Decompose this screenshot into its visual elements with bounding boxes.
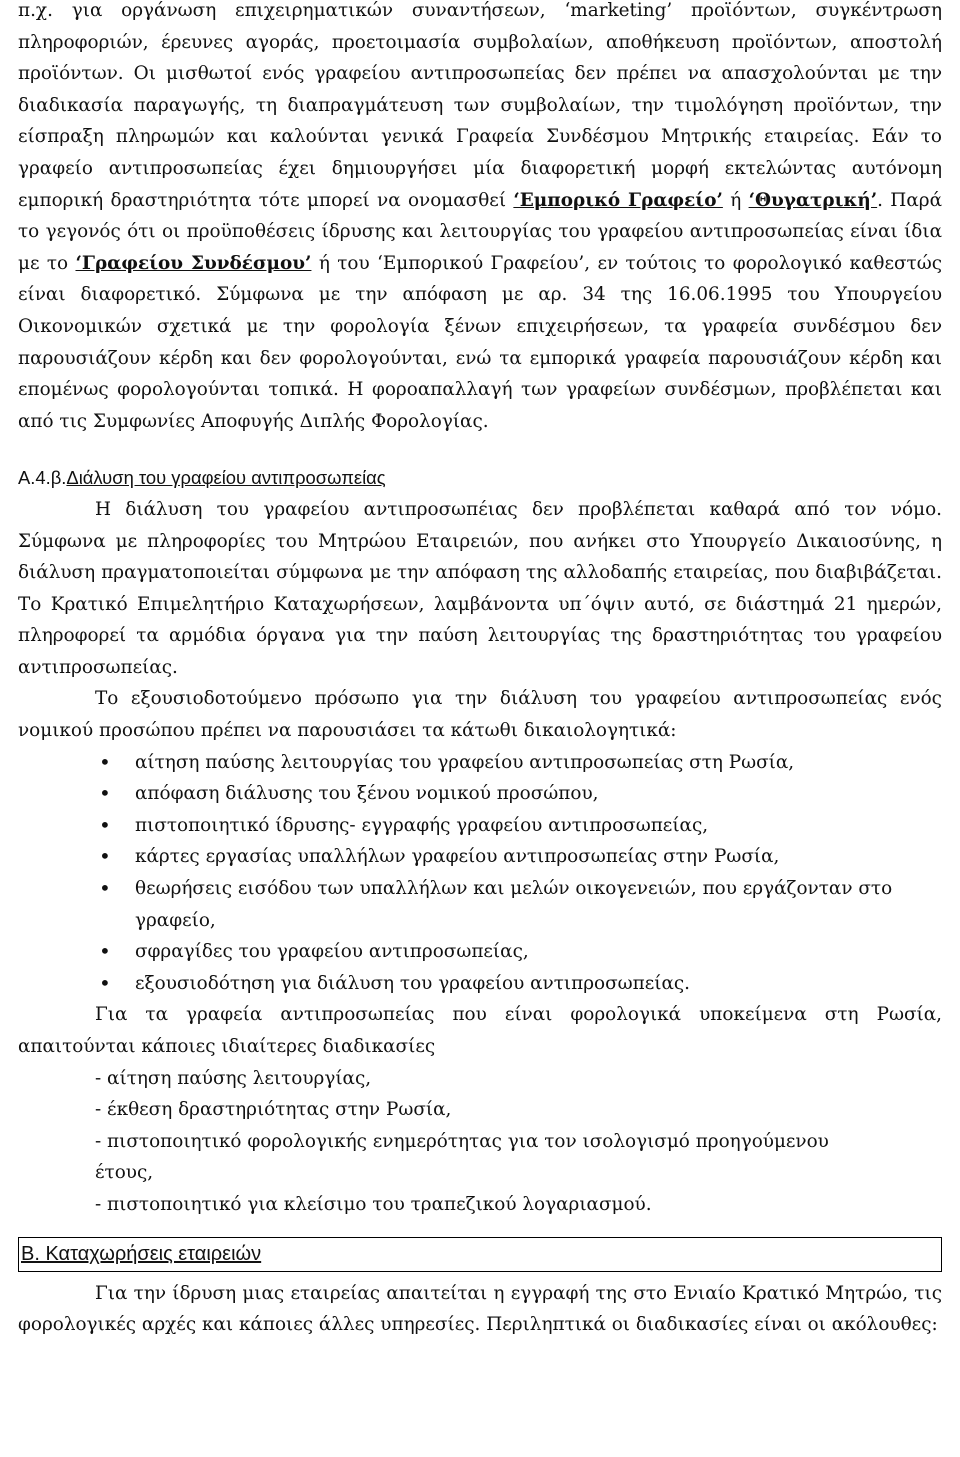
list-item: - έκθεση δραστηριότητας στην Ρωσία, xyxy=(95,1099,452,1121)
list-item: • θεωρήσεις εισόδου των υπαλλήλων και μελών οικογενειών, που εργάζονταν στο γραφείο, xyxy=(135,873,942,936)
section-b-title-box xyxy=(18,1237,942,1272)
list-item: • κάρτες εργασίας υπαλλήλων γραφείου αντιπροσωπείας στην Ρωσία, xyxy=(135,841,942,873)
intro-paragraph: π.χ. για οργάνωση επιχειρηματικών συναντήσεων, ‘marketing’ προϊόντων, συγκέντρωση πληροφοριών, έρευνες αγοράς, προετοιμασία συμβολαίων, αποθήκευση προϊόντων, αποστολή προϊόντων. Οι μισθωτοί ενός γραφείου αντιπροσωπείας δεν πρέπει να απασχολούνται με την διαδικασία παραγωγής, τη διαπραγμάτευση των συμβολαίων, την τιμολόγηση προϊόντων, την είσπραξη πληρωμών και καλούνται γενικά Γραφεία Συνδέσμου Μητρικής εταιρείας. Εάν το γραφείο αντιπροσωπείας έχει δημιουργήσει μία διαφορετική μορφή εκτελώντας αυτόνομη εμπορική δραστηριότητα τότε μπορεί να ονομασθεί ‘Εμπορικό Γραφείο’ ή ‘Θυγατρική’. Παρά το γεγονός ότι οι προϋποθέσεις ίδρυσης και λειτουργίας του γραφείου αντιπροσωπείας είναι ίδια με το ‘Γραφείου Συνδέσμου’ ή του ‘Εμπορικού Γραφείου’, εν τούτοις το φορολογικό καθεστώς είναι διαφορετικό. Σύμφωνα με την απόφαση με αρ. 34 της 16.06.1995 του Υπουργείου Οικονομικών σχετικά με την φορολογία ξένων επιχειρήσεων, τα γραφεία συνδέσμου δεν παρουσιάζουν κέρδη και δεν φορολογούνται, ενώ τα εμπορικά γραφεία παρουσιάζουν κέρδη και επομένως φορολογούνται τοπικά. Η φοροαπαλλαγή των γραφείων συνδέσμων, προβλέπεται και από τις Συμφωνίες Αποφυγής Διπλής Φορολογίας. xyxy=(18,0,942,432)
list-item: έτους, xyxy=(95,1162,154,1184)
list-item: - πιστοποιητικό για κλείσιμο του τραπεζικού λογαριασμού. xyxy=(95,1193,652,1215)
subsection-heading xyxy=(18,462,942,494)
term-trade-office: ‘Εμπορικό Γραφείο’ xyxy=(513,189,723,211)
documents-list xyxy=(18,747,942,1000)
documents-intro-paragraph: Το εξουσιοδοτούμενο πρόσωπο για την διάλυση του γραφείου αντιπροσωπείας ενός νομικού προσώπου πρέπει να παρουσιάσει τα κάτωθι δικαιολογητικά: xyxy=(18,688,942,742)
tax-procedures-paragraph: Για τα γραφεία αντιπροσωπείας που είναι φορολογικά υποκείμενα στη Ρωσία, απαιτούνται κάποιες ιδιαίτερες διαδικασίες xyxy=(18,1004,942,1057)
subsection-title: Διάλυση του γραφείου αντιπροσωπείας xyxy=(66,467,386,489)
list-item: • αίτηση παύσης λειτουργίας του γραφείου αντιπροσωπείας στη Ρωσία, xyxy=(135,747,942,779)
term-liaison-office: ‘Γραφείου Συνδέσμου’ xyxy=(75,252,312,274)
list-item: • πιστοποιητικό ίδρυσης- εγγραφής γραφείου αντιπροσωπείας, xyxy=(135,810,942,842)
list-item: - αίτηση παύσης λειτουργίας, xyxy=(95,1067,372,1089)
tax-procedures-list xyxy=(18,1063,942,1221)
list-item: • σφραγίδες του γραφείου αντιπροσωπείας, xyxy=(135,936,942,968)
list-item: • εξουσιοδότηση για διάλυση του γραφείου αντιπροσωπείας. xyxy=(135,968,942,1000)
list-item: - πιστοποιητικό φορολογικής ενημερότητας για τον ισολογισμό προηγούμενου xyxy=(95,1130,829,1152)
term-subsidiary: ‘Θυγατρική’ xyxy=(748,189,878,211)
list-item: • απόφαση διάλυσης του ξένου νομικού προσώπου, xyxy=(135,778,942,810)
section-b-paragraph: Για την ίδρυση μιας εταιρείας απαιτείται η εγγραφή της στο Ενιαίο Κρατικό Μητρώο, τις φορολογικές αρχές και κάποιες άλλες υπηρεσίες. Περιληπτικά οι διαδικασίες είναι οι ακόλουθες: xyxy=(18,1282,942,1336)
subsection-number: Α.4.β. xyxy=(18,467,67,489)
section-b-title: Β. Καταχωρήσεις εταιρειών xyxy=(21,1242,262,1265)
dissolution-paragraph: Η διάλυση του γραφείου αντιπροσωπέιας δεν προβλέπεται καθαρά από τον νόμο. Σύμφωνα με πληροφορίες του Μητρώου Εταιρειών, που ανήκει στο Υπουργείο Δικαιοσύνης, η διάλυση πραγματοποιείται σύμφωνα με την απόφαση της αλλοδαπής εταιρείας, που διαβιβάζεται. Το Κρατικό Επιμελητήριο Καταχωρήσεων, λαμβάνοντα υπ΄όψιν αυτό, σε διάστημά 21 ημερών, πληροφορεί τα αρμόδια όργανα για την παύση λειτουργίας της δραστηριότητας του γραφείου αντιπροσωπείας. xyxy=(18,498,942,678)
